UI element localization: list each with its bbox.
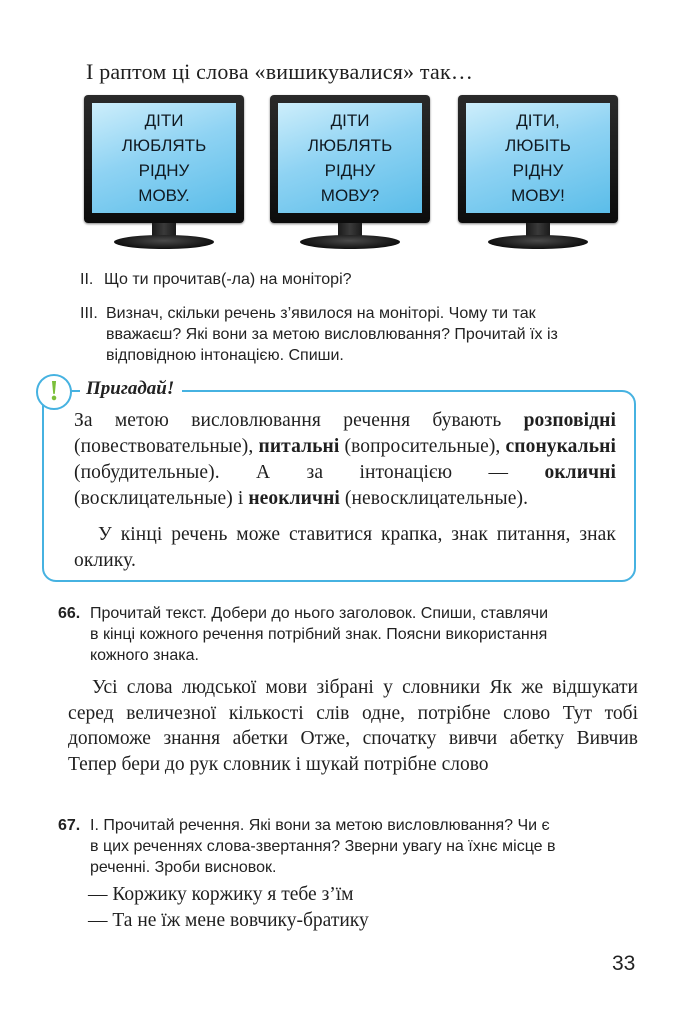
page-number: 33: [612, 952, 636, 975]
remember-body: [74, 408, 616, 574]
exercise-67-number: 67.: [58, 817, 81, 834]
remember-box: [42, 376, 636, 582]
task-iii: [80, 303, 640, 366]
term-imperative: спонукальні: [505, 436, 616, 457]
rule-text: (восклицательные) і: [74, 488, 249, 509]
monitor-2: [270, 95, 430, 255]
monitor-frame: [84, 95, 244, 223]
exercise-66-number: 66.: [58, 605, 81, 622]
monitor-screen: [466, 103, 610, 213]
term-narrative: розповідні: [523, 410, 616, 431]
exercise-66-task: [58, 603, 640, 666]
rule-text: (побудительные). А за інтонацією —: [74, 462, 545, 483]
remember-rule: [74, 408, 616, 512]
monitor-3: [458, 95, 618, 255]
task-iii-line: відповідною інтонацією. Спиши.: [106, 347, 344, 364]
task-iii-number: III.: [80, 305, 98, 322]
monitor-stand: [300, 235, 400, 249]
monitor-text: ДІТИ, ЛЮБІТЬ РІДНУ МОВУ!: [505, 111, 571, 205]
exercise-66-text: Усі слова людської мови зібрані у словники Як же відшукати серед величезної кількості слів одне, потрібне слово Тут тобі допоможе знання абетки Отже, спочатку вивчи абетку Вивчив Тепер бери до рук словник і шукай потрібне слово: [68, 677, 638, 775]
remember-punctuation-rule: У кінці речень може ставитися крапка, знак питання, знак оклику.: [74, 524, 616, 571]
exclamation-icon: !: [36, 374, 72, 410]
rule-text: За метою висловлювання речення бувають: [74, 410, 524, 431]
exercise-67-line: реченні. Зроби висновок.: [90, 859, 277, 876]
task-iii-line: Визнач, скільки речень з’явилося на моніторі. Чому ти так: [106, 305, 536, 322]
task-ii: [80, 269, 352, 290]
monitor-frame: [270, 95, 430, 223]
monitor-frame: [458, 95, 618, 223]
task-ii-number: II.: [80, 271, 94, 288]
exercise-67-task: [58, 815, 640, 878]
rule-text: (повествовательные),: [74, 436, 259, 457]
monitor-stand: [488, 235, 588, 249]
exercise-67-line: І. Прочитай речення. Які вони за метою висловлювання? Чи є: [90, 817, 550, 834]
term-interrogative: питальні: [258, 436, 340, 457]
task-iii-line: вважаєш? Які вони за метою висловлювання? Прочитай їх із: [106, 326, 558, 343]
exercise-66-line: Прочитай текст. Добери до нього заголовок. Спиши, ставлячи: [90, 605, 549, 622]
exercise-67-line: в цих реченнях слова-звертання? Зверни увагу на їхнє місце в: [90, 838, 556, 855]
monitor-text: ДІТИ ЛЮБЛЯТЬ РІДНУ МОВУ.: [121, 111, 207, 205]
exercise-66-line: кожного знака.: [90, 647, 199, 664]
monitor-text: ДІТИ ЛЮБЛЯТЬ РІДНУ МОВУ?: [307, 111, 393, 205]
monitor-1: [84, 95, 244, 255]
monitor-screen: [92, 103, 236, 213]
rule-text: (вопросительные),: [339, 436, 506, 457]
rule-text: (невосклицательные).: [339, 488, 529, 509]
exercise-66-line: в кінці кожного речення потрібний знак. Поясни використання: [90, 626, 548, 643]
monitor-stand: [114, 235, 214, 249]
intro-line: І раптом ці слова «вишикувалися» так…: [86, 59, 474, 84]
term-non-exclamatory: неокличні: [248, 488, 340, 509]
task-ii-text: Що ти прочитав(-ла) на моніторі?: [104, 271, 352, 288]
term-exclamatory: окличні: [544, 462, 616, 483]
dialog-line-1: — Коржику коржику я тебе з’їм: [88, 884, 354, 905]
remember-title: Пригадай!: [80, 378, 182, 400]
dialog-line-2: — Та не їж мене вовчику-братику: [88, 910, 369, 931]
monitor-screen: [278, 103, 422, 213]
